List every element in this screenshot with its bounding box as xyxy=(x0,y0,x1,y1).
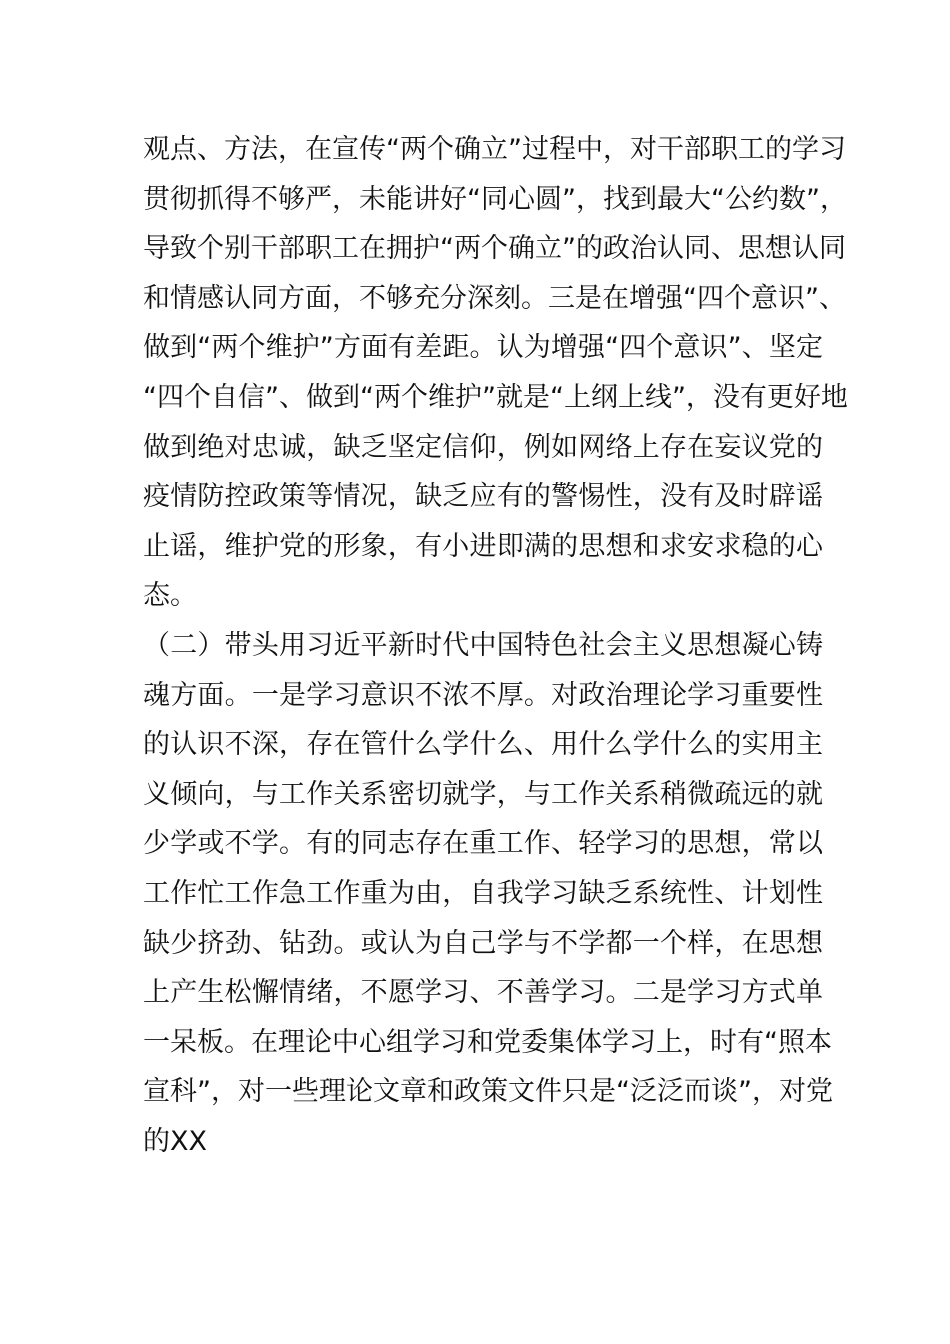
text-line: 的认识不深，存在管什么学什么、用什么学什么的实用主 xyxy=(143,729,823,761)
text-line: 的XX xyxy=(143,1125,207,1157)
text-line: 止谣，维护党的形象，有小进即满的思想和求安求稳的心 xyxy=(143,530,823,562)
text-line: 做到“两个维护”方面有差距。认为增强“四个意识”、坚定 xyxy=(143,332,823,364)
text-line: 缺少挤劲、钻劲。或认为自己学与不学都一个样，在思想 xyxy=(143,927,823,959)
body-text xyxy=(143,125,848,1166)
text-line: 魂方面。一是学习意识不浓不厚。对政治理论学习重要性 xyxy=(143,679,823,711)
text-line: 导致个别干部职工在拥护“两个确立”的政治认同、思想认同 xyxy=(143,233,846,265)
text-line: 工作忙工作急工作重为由，自我学习缺乏系统性、计划性 xyxy=(143,877,823,909)
text-line: 贯彻抓得不够严，未能讲好“同心圆”，找到最大“公约数”， xyxy=(143,183,847,215)
text-line: 做到绝对忠诚，缺乏坚定信仰，例如网络上存在妄议党的 xyxy=(143,431,823,463)
text-line: 和情感认同方面，不够充分深刻。三是在增强“四个意识”、 xyxy=(143,282,846,314)
text-line: 一呆板。在理论中心组学习和党委集体学习上，时有“照本 xyxy=(143,1026,832,1058)
text-line: 态。 xyxy=(143,580,197,612)
text-line: 疫情防控政策等情况，缺乏应有的警惕性，没有及时辟谣 xyxy=(143,481,823,513)
text-line: 上产生松懈情绪，不愿学习、不善学习。二是学习方式单 xyxy=(143,977,823,1009)
text-line: 观点、方法，在宣传“两个确立”过程中，对干部职工的学习 xyxy=(143,134,846,165)
text-line: （二）带头用习近平新时代中国特色社会主义思想凝心铸 xyxy=(143,629,823,661)
text-line: 宣科”，对一些理论文章和政策文件只是“泛泛而谈”，对党 xyxy=(143,1076,833,1108)
text-line: 少学或不学。有的同志存在重工作、轻学习的思想，常以 xyxy=(143,828,823,860)
text-line: 义倾向，与工作关系密切就学，与工作关系稍微疏远的就 xyxy=(143,778,823,810)
text-line: “四个自信”、做到“两个维护”就是“上纲上线”，没有更好地 xyxy=(143,381,848,413)
